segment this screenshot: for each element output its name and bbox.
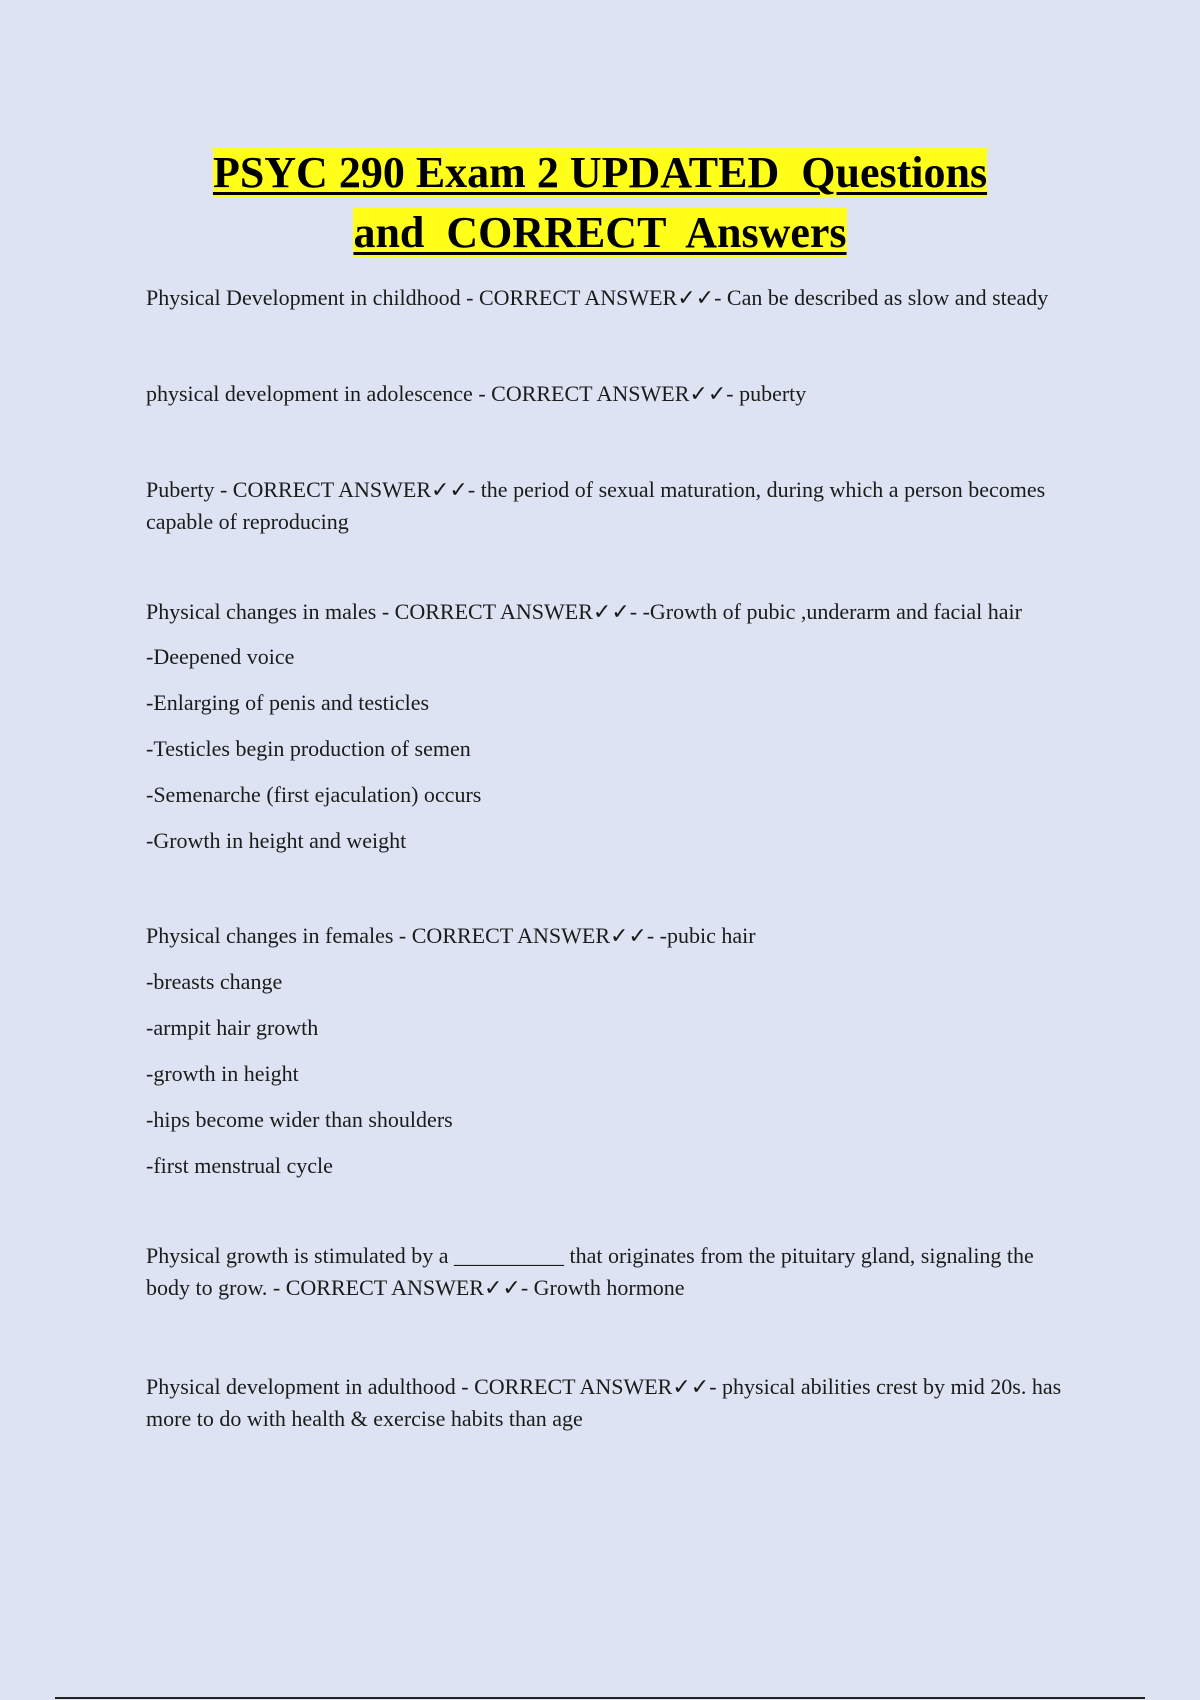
qa-entry: Physical changes in males - CORRECT ANSWER✓✓- -Growth of pubic ,underarm and facial hair [146, 599, 1022, 624]
list-item: -Growth in height and weight [146, 828, 407, 853]
qa-entry: physical development in adolescence - CORRECT ANSWER✓✓- puberty [146, 381, 807, 406]
qa-entry: Puberty - CORRECT ANSWER✓✓- the period of sexual maturation, during which a person becomes capable of reproducing [146, 477, 1046, 534]
list-item: -breasts change [146, 969, 283, 994]
title-line-1: PSYC 290 Exam 2 UPDATED Questions [212, 148, 988, 197]
qa-entry: Physical development in adulthood - CORRECT ANSWER✓✓- physical abilities crest by mid 20s. has more to do with health & exercise habits than age [146, 1374, 1062, 1431]
list-item: -growth in height [146, 1061, 299, 1086]
list-item: -Testicles begin production of semen [146, 736, 471, 761]
list-item: -first menstrual cycle [146, 1153, 333, 1178]
qa-entry: Physical growth is stimulated by a __________ that originates from the pituitary gland, signaling the body to grow. - CORRECT ANSWER✓✓- Growth hormone [146, 1243, 1034, 1300]
list-item: -Enlarging of penis and testicles [146, 690, 430, 715]
qa-entry: Physical Development in childhood - CORRECT ANSWER✓✓- Can be described as slow and steady [146, 285, 1049, 310]
list-item: -Deepened voice [146, 644, 295, 669]
document-title [130, 143, 1070, 263]
page-bottom-rule [55, 1697, 1145, 1699]
list-item: -armpit hair growth [146, 1015, 319, 1040]
qa-entry: Physical changes in females - CORRECT ANSWER✓✓- -pubic hair [146, 923, 756, 948]
title-line-2: and CORRECT Answers [353, 208, 847, 257]
list-item: -hips become wider than shoulders [146, 1107, 453, 1132]
list-item: -Semenarche (first ejaculation) occurs [146, 782, 482, 807]
qa-list [146, 282, 1066, 1435]
